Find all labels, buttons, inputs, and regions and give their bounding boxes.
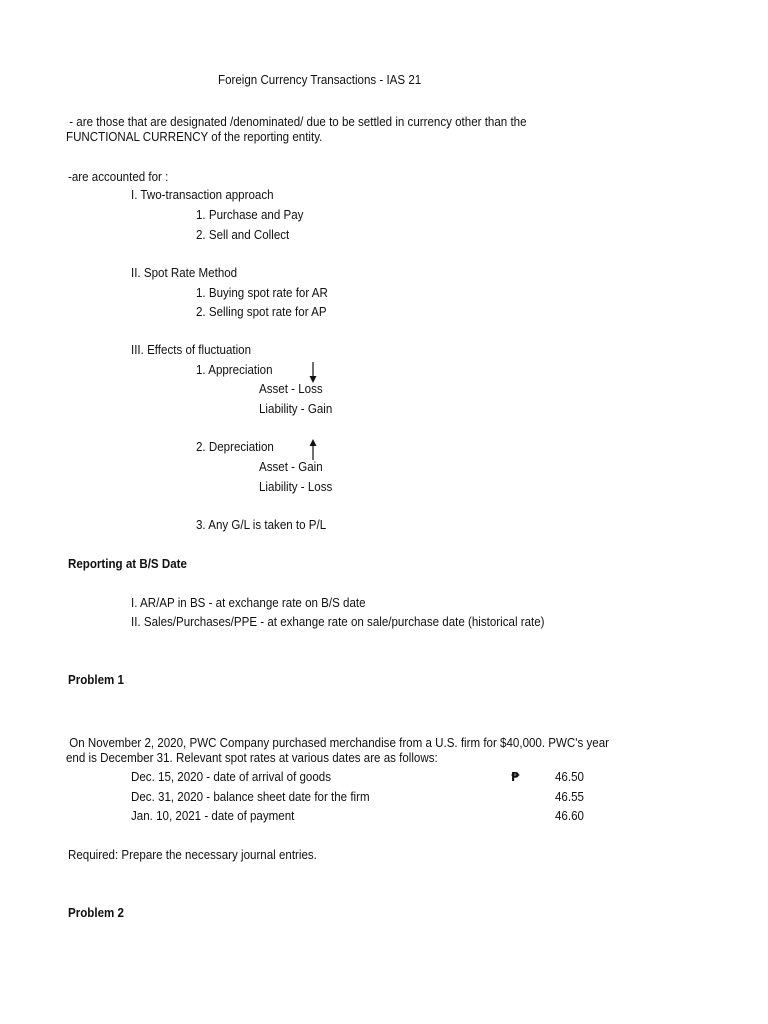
appreciation-effect: Liability - Gain	[259, 401, 333, 416]
spot-rate-heading: II. Spot Rate Method	[131, 265, 238, 280]
problem-1-text-line-1: On November 2, 2020, PWC Company purchased merchandise from a U.S. firm for $40,000. PWC's year	[66, 735, 610, 750]
rate-value: 46.55	[555, 789, 584, 804]
depreciation-label: 2. Depreciation	[196, 439, 274, 454]
up-arrow-icon	[308, 438, 318, 460]
definition-line-1: - are those that are designated /denominated/ due to be settled in currency other than the	[66, 114, 527, 129]
rate-date-label: Jan. 10, 2021 - date of payment	[131, 808, 295, 823]
accounted-for-heading: -are accounted for :	[68, 169, 169, 184]
definition-line-2: FUNCTIONAL CURRENCY of the reporting entity.	[66, 129, 323, 144]
depreciation-effect: Asset - Gain	[259, 459, 323, 474]
rate-value: 46.50	[555, 769, 584, 784]
fluctuation-heading: III. Effects of fluctuation	[131, 342, 252, 357]
appreciation-label: 1. Appreciation	[196, 362, 273, 377]
reporting-item: II. Sales/Purchases/PPE - at exhange rate on sale/purchase date (historical rate)	[131, 614, 545, 629]
spot-rate-item: 1. Buying spot rate for AR	[196, 285, 328, 300]
depreciation-effect: Liability - Loss	[259, 479, 333, 494]
reporting-heading: Reporting at B/S Date	[68, 556, 187, 571]
rate-value: 46.60	[555, 808, 584, 823]
rate-date-label: Dec. 15, 2020 - date of arrival of goods	[131, 769, 332, 784]
problem-1-required: Required: Prepare the necessary journal entries.	[68, 847, 317, 862]
two-transaction-heading: I. Two-transaction approach	[131, 187, 274, 202]
document-title: Foreign Currency Transactions - IAS 21	[218, 72, 422, 87]
rate-date-label: Dec. 31, 2020 - balance sheet date for the firm	[131, 789, 370, 804]
problem-1-text-line-2: end is December 31. Relevant spot rates at various dates are as follows:	[66, 750, 438, 765]
two-transaction-item: 2. Sell and Collect	[196, 227, 290, 242]
peso-currency-symbol: ₱	[511, 770, 520, 784]
problem-2-heading: Problem 2	[68, 905, 124, 920]
two-transaction-item: 1. Purchase and Pay	[196, 207, 304, 222]
gain-loss-item: 3. Any G/L is taken to P/L	[196, 517, 327, 532]
reporting-item: I. AR/AP in BS - at exchange rate on B/S date	[131, 595, 366, 610]
problem-1-heading: Problem 1	[68, 672, 124, 687]
spot-rate-item: 2. Selling spot rate for AP	[196, 304, 327, 319]
appreciation-effect: Asset - Loss	[259, 381, 323, 396]
